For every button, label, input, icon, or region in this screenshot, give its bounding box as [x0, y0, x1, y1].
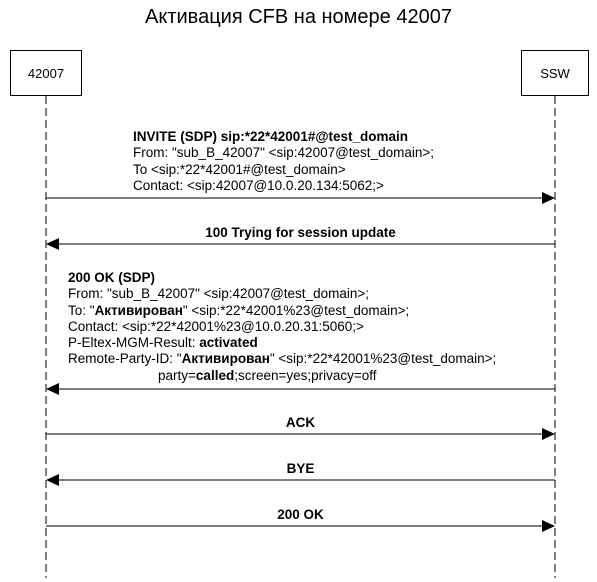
message-label-segment: 200 OK (SDP)	[68, 270, 156, 285]
message-label-segment: From: "sub_B_42007" <sip:42007@test_domain>;	[68, 286, 369, 302]
message-label-line	[68, 286, 496, 302]
message-label	[133, 129, 434, 194]
message-label-segment: activated	[199, 335, 258, 351]
message-label-segment: ;screen=yes;privacy=off	[234, 367, 377, 383]
message-label-line	[68, 335, 496, 351]
message-label-segment: Contact: <sip:*22*42001%23@10.0.20.31:5060;>	[68, 318, 364, 334]
message-label-segment: Активирован	[94, 302, 183, 318]
message-label-segment: P-Eltex-MGM-Result:	[68, 335, 200, 351]
message-label-segment: Remote-Party-ID: "	[68, 351, 182, 367]
message-label-segment: To: "	[68, 302, 95, 318]
message-label-segment: Contact: <sip:42007@10.0.20.134:5062;>	[133, 177, 384, 193]
message-label-line	[68, 368, 496, 384]
message-label-segment: From: "sub_B_42007" <sip:42007@test_domain>;	[133, 145, 434, 161]
message-label: 200 OK	[277, 507, 324, 522]
message-label-segment: INVITE (SDP) sip:*22*42001#@test_domain	[133, 129, 409, 144]
message-label-line	[133, 162, 434, 178]
message-label-segment: Активирован	[181, 351, 270, 367]
message-label-line	[133, 145, 434, 161]
message-label	[68, 270, 496, 384]
message-label-line	[133, 129, 434, 145]
message-label-line	[68, 351, 496, 367]
message-label: BYE	[286, 461, 315, 476]
message-label-segment: party=	[68, 367, 196, 383]
message-label-segment: " <sip:*22*42001%23@test_domain>;	[269, 351, 497, 367]
message-label-segment: " <sip:*22*42001%23@test_domain>;	[182, 302, 410, 318]
message-label-line	[68, 319, 496, 335]
message-label-segment: To <sip:*22*42001#@test_domain>	[133, 161, 346, 177]
participant-box-ssw: SSW	[521, 50, 589, 96]
arrow-head-icon	[542, 192, 555, 204]
message-label: ACK	[285, 415, 316, 430]
diagram-title: Активация CFB на номере 42007	[145, 6, 452, 28]
message-label-line	[68, 270, 496, 286]
participant-box-42007: 42007	[10, 50, 82, 96]
message-label-segment: called	[195, 367, 235, 383]
message-label-line	[68, 303, 496, 319]
message-label-line	[133, 178, 434, 194]
arrow-head-icon	[46, 383, 59, 395]
message-label: 100 Trying for session update	[205, 225, 396, 240]
